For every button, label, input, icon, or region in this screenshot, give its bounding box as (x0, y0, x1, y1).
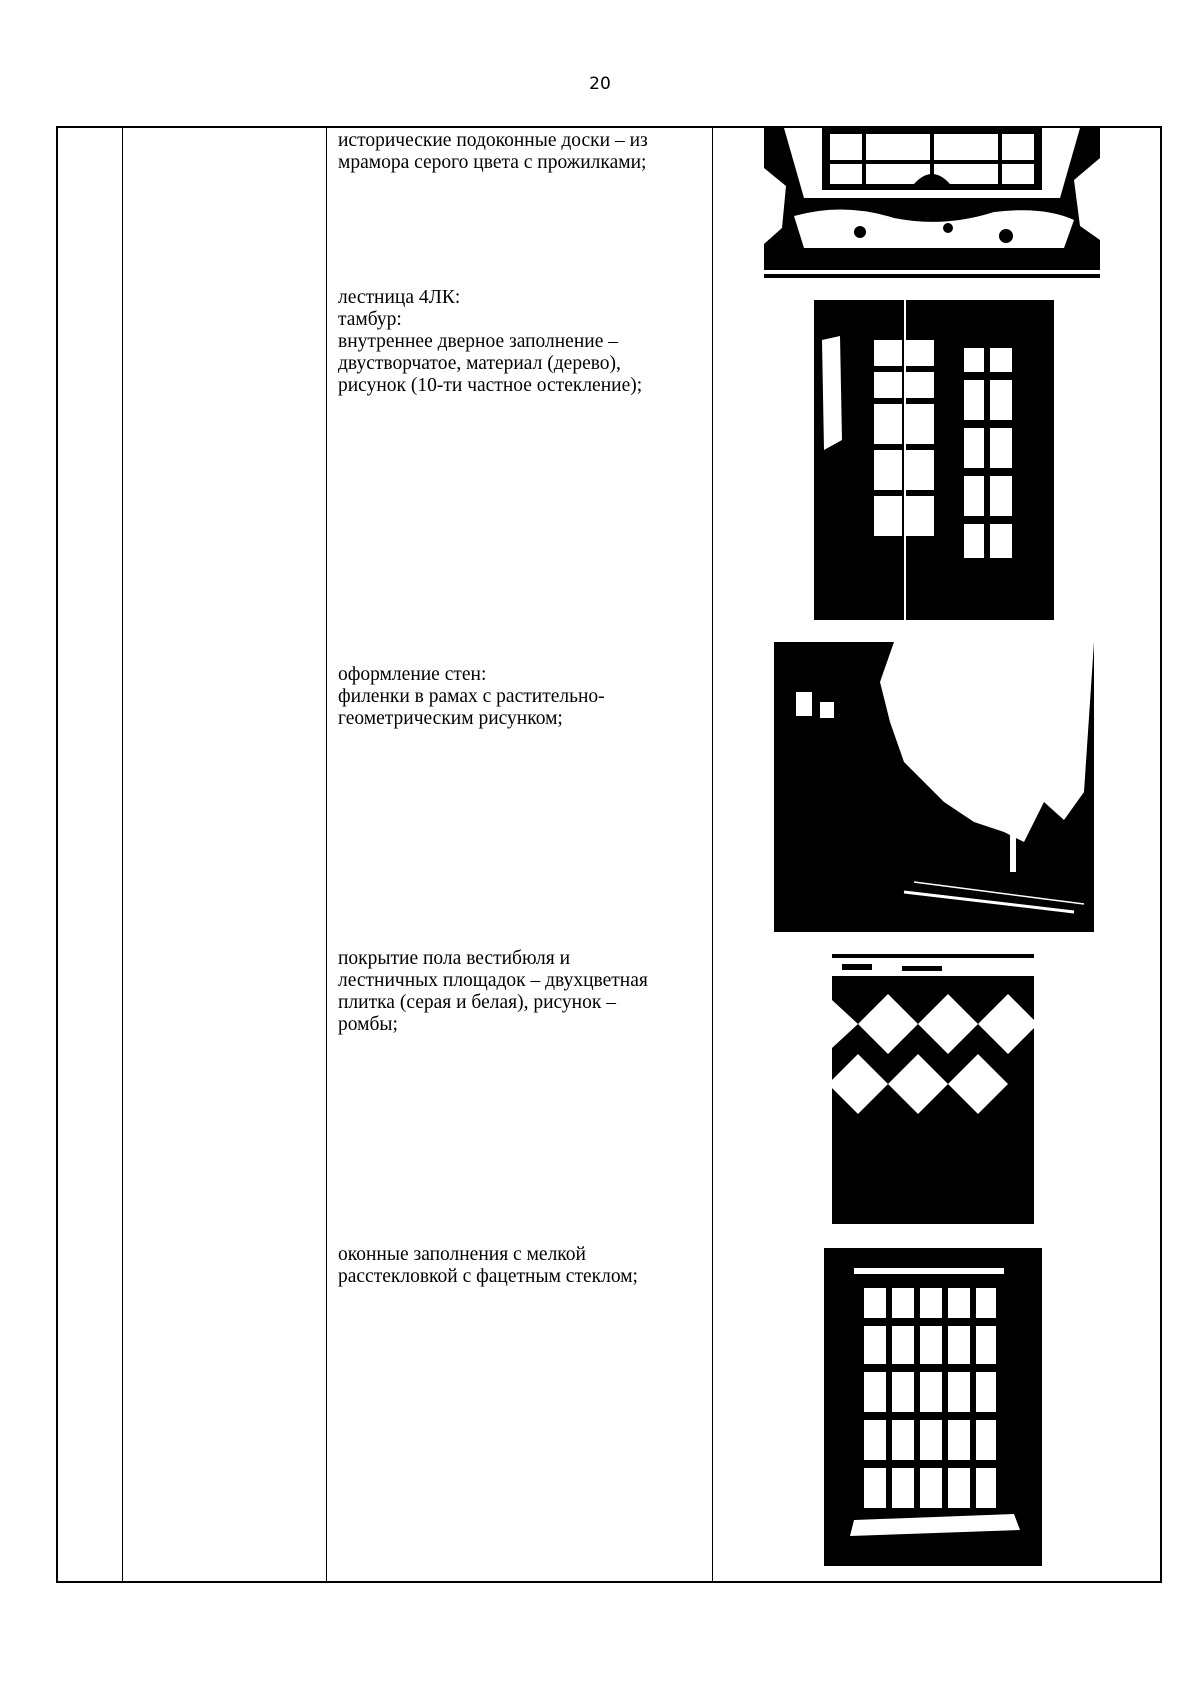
text-line: рисунок (10-ти частное остекление); (338, 375, 643, 396)
item-description (338, 1244, 700, 1288)
text-line: тамбур: (338, 309, 402, 330)
text-line: геометрическим рисунком; (338, 708, 563, 729)
item-description (338, 664, 700, 730)
item-description (338, 287, 700, 397)
wall-panels-photo (774, 642, 1094, 932)
text-line: расстекловкой с фацетным стеклом; (338, 1266, 638, 1287)
text-line: мрамора серого цвета с прожилками; (338, 152, 647, 173)
floor-tiles-photo (832, 954, 1034, 1224)
text-line: оформление стен: (338, 664, 487, 685)
item-description (338, 130, 700, 174)
column-divider (122, 128, 123, 1581)
window-photo (824, 1248, 1042, 1566)
double-door-photo (814, 300, 1054, 620)
column-divider (326, 128, 327, 1581)
text-line: внутреннее дверное заполнение – (338, 331, 618, 352)
text-line: плитка (серая и белая), рисунок – (338, 992, 616, 1013)
text-line: оконные заполнения с мелкой (338, 1244, 586, 1265)
text-line: ромбы; (338, 1014, 398, 1035)
text-line: лестничных площадок – двухцветная (338, 970, 648, 991)
text-line: покрытие пола вестибюля и (338, 948, 571, 969)
text-line: двустворчатое, материал (дерево), (338, 353, 621, 374)
text-line: филенки в рамах с растительно- (338, 686, 605, 707)
heritage-table (56, 126, 1162, 1583)
text-line: лестница 4ЛК: (338, 287, 461, 308)
column-divider (712, 128, 713, 1581)
item-description (338, 948, 700, 1036)
page-number: 20 (589, 74, 611, 94)
text-line: исторические подоконные доски – из (338, 130, 648, 151)
marble-windowsill-photo (764, 128, 1100, 278)
